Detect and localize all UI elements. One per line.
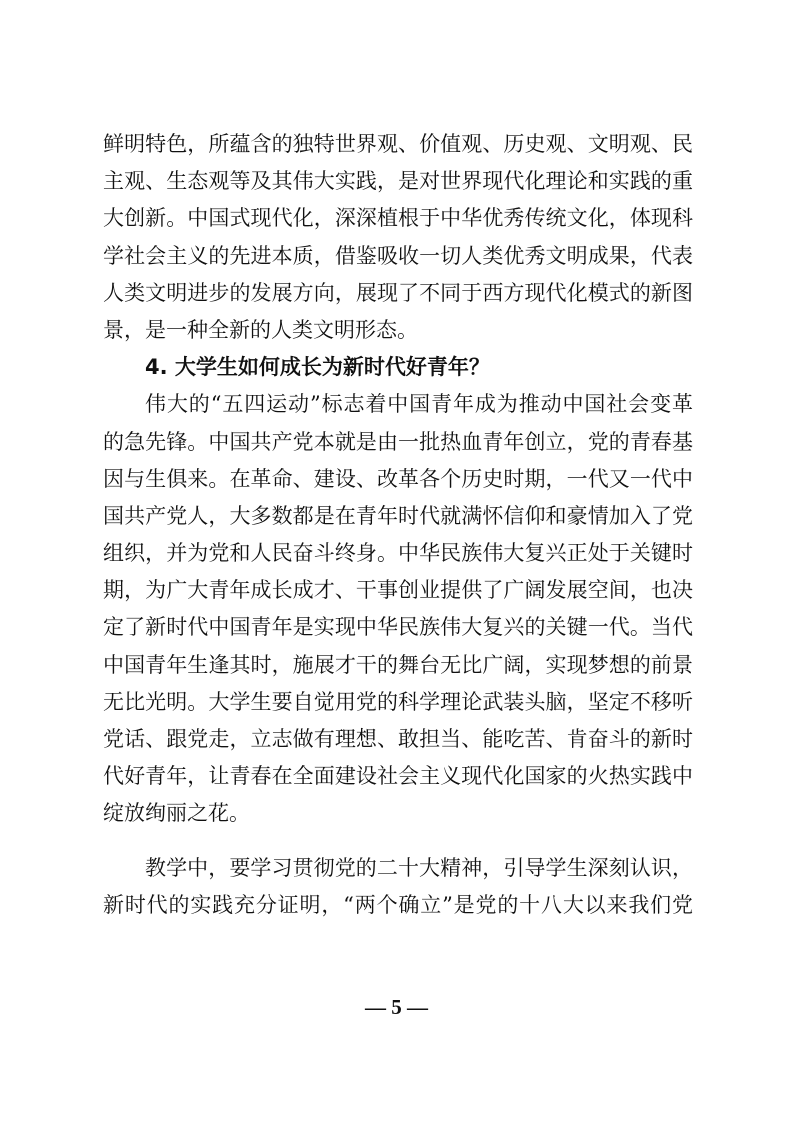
page-number: — 5 —: [365, 995, 428, 1019]
text-line: 伟大的“五四运动”标志着中国青年成为推动中国社会变革: [145, 392, 693, 417]
text-line: 党话、跟党走，立志做有理想、敢担当、能吃苦、肯奋斗的新时: [103, 727, 693, 751]
text-line: 因与生俱来。在革命、建设、改革各个历史时期，一代又一代中: [103, 466, 693, 491]
paragraph-3: [103, 850, 693, 924]
text-line: 大创新。中国式现代化，深深植根于中华优秀传统文化，体现科: [103, 206, 693, 231]
text-line: 景，是一种全新的人类文明形态。: [103, 317, 418, 342]
text-line: 新时代的实践充分证明，“两个确立”是党的十八大以来我们党: [103, 892, 693, 917]
text-line: 教学中，要学习贯彻党的二十大精神，引导学生深刻认识，: [145, 855, 693, 880]
text-line: 学社会主义的先进本质，借鉴吸收一切人类优秀文明成果，代表: [103, 243, 693, 268]
text-line: 代好青年，让青春在全面建设社会主义现代化国家的火热实践中: [103, 764, 693, 789]
document-body: [103, 126, 693, 924]
text-line: 国共产党人，大多数都是在青年时代就满怀信仰和豪情加入了党: [103, 503, 693, 528]
text-line: 鲜明特色，所蕴含的独特世界观、价值观、历史观、文明观、民: [103, 132, 693, 156]
text-line: 人类文明进步的发展方向，展现了不同于西方现代化模式的新图: [103, 280, 693, 305]
text-line: 定了新时代中国青年是实现中华民族伟大复兴的关键一代。当代: [103, 615, 693, 640]
section-heading: 4. 大学生如何成长为新时代好青年？: [145, 355, 490, 380]
paragraph-1: [103, 126, 693, 349]
text-line: 无比光明。大学生要自觉用党的科学理论武装头脑，坚定不移听: [103, 689, 693, 714]
text-line: 绽放绚丽之花。: [103, 801, 250, 826]
text-line: 中国青年生逢其时，施展才干的舞台无比广阔，实现梦想的前景: [103, 652, 693, 677]
paragraph-2: [103, 386, 693, 832]
text-line: 组织，并为党和人民奋斗终身。中华民族伟大复兴正处于关键时: [103, 541, 693, 566]
text-line: 主观、生态观等及其伟大实践，是对世界现代化理论和实践的重: [103, 169, 693, 194]
text-line: 期，为广大青年成长成才、干事创业提供了广阔发展空间，也决: [103, 578, 693, 603]
paragraph-gap: [103, 833, 693, 850]
text-line: 的急先锋。中国共产党本就是由一批热血青年创立，党的青春基: [103, 429, 693, 454]
